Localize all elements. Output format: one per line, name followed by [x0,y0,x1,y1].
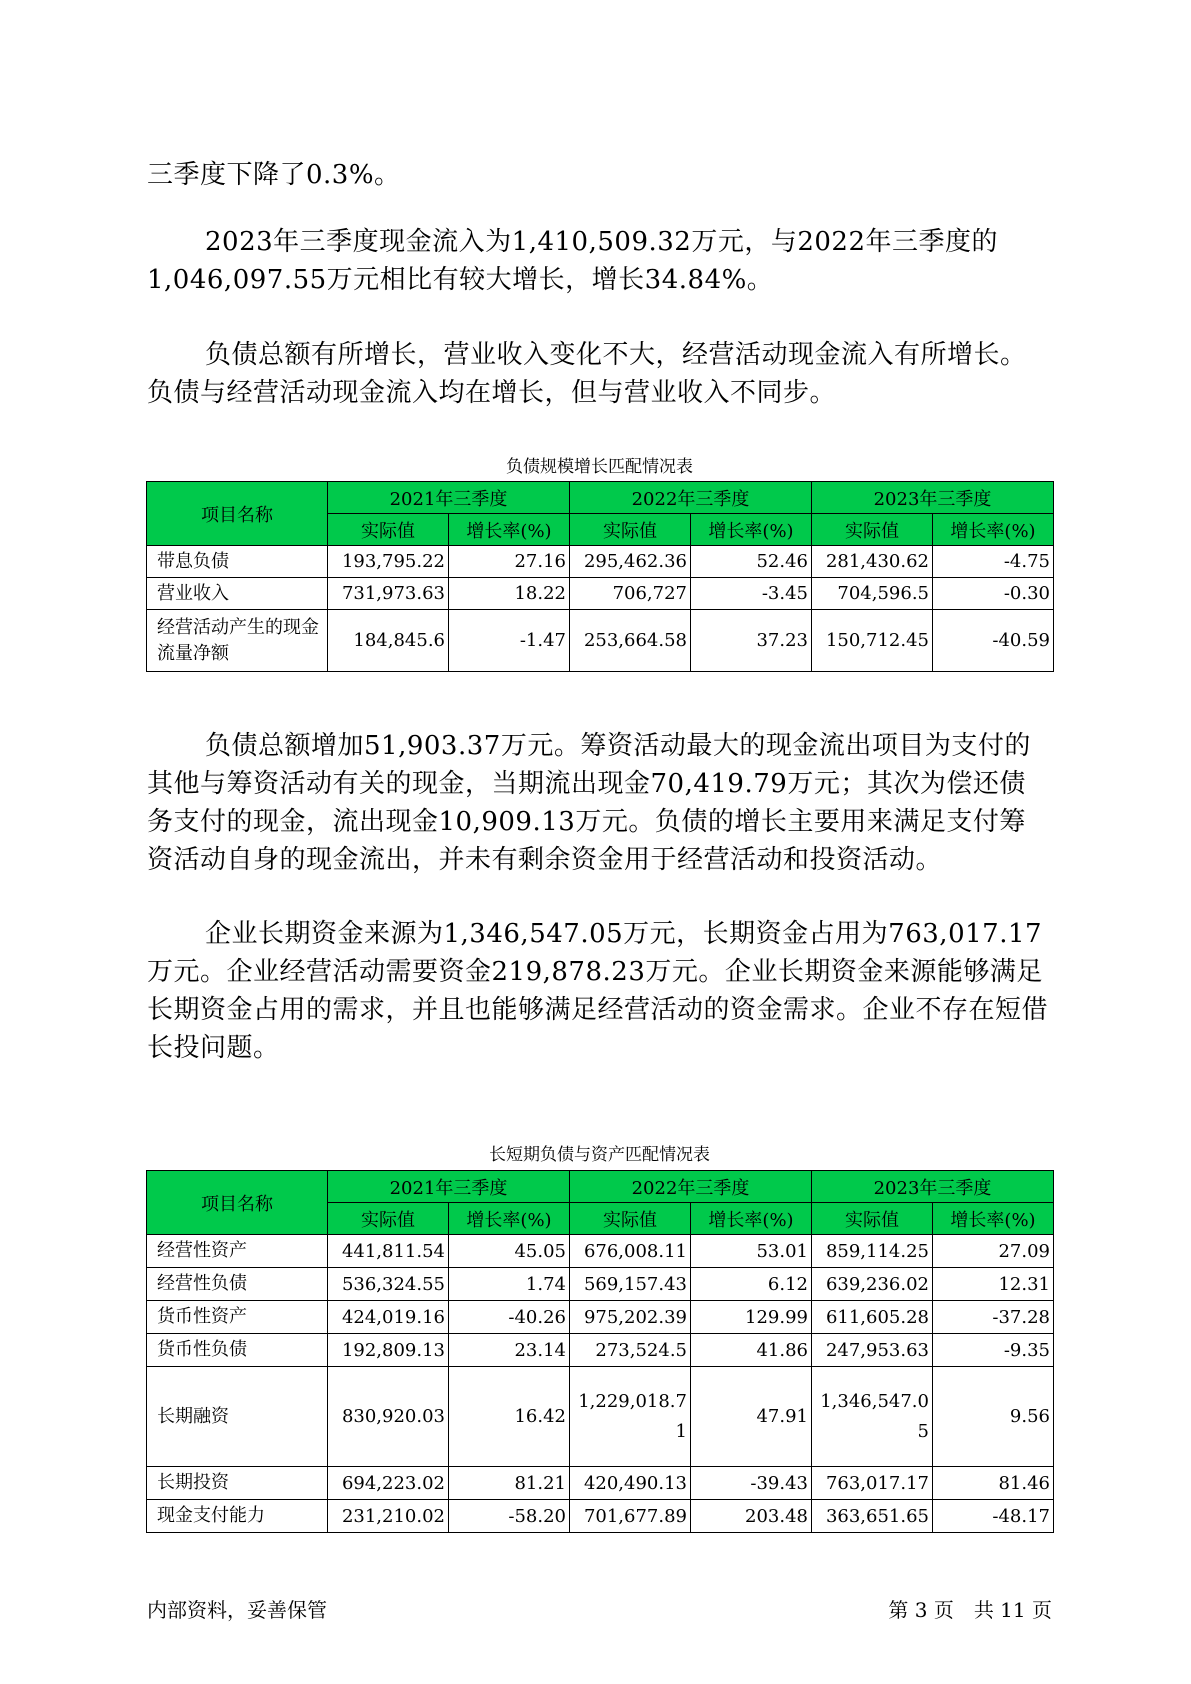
cell-value: 37.23 [691,610,812,672]
header-growth: 增长率(%) [691,1203,812,1235]
cell-value: 830,920.03 [328,1367,449,1467]
table-row [147,546,1054,578]
cell-value: 6.12 [691,1268,812,1301]
cell-value: 52.46 [691,546,812,578]
header-actual: 实际值 [812,1203,933,1235]
cell-value: 295,462.36 [570,546,691,578]
cell-value: 16.42 [449,1367,570,1467]
cell-value: 706,727 [570,578,691,610]
cell-value: 441,811.54 [328,1235,449,1268]
cell-value: -48.17 [933,1500,1054,1533]
row-label: 长期融资 [147,1367,328,1467]
cell-value: 27.09 [933,1235,1054,1268]
header-item-name: 项目名称 [147,1171,328,1235]
table-row [147,1334,1054,1367]
cell-value: -40.59 [933,610,1054,672]
cell-value: 731,973.63 [328,578,449,610]
cell-value: 859,114.25 [812,1235,933,1268]
cell-value: 247,953.63 [812,1334,933,1367]
cell-value: 81.21 [449,1467,570,1500]
row-label: 货币性负债 [147,1334,328,1367]
cell-value: 424,019.16 [328,1301,449,1334]
paragraph-5: 企业长期资金来源为1,346,547.05万元，长期资金占用为763,017.17万元。企业经营活动需要资金219,878.23万元。企业长期资金来源能够满足长期资金占用的需求，并且也能够满足经营活动的资金需求。企业不存在短借长投问题。 [147,919,1049,1063]
paragraph-1: 三季度下降了0.3%。 [147,160,401,190]
cell-value: 23.14 [449,1334,570,1367]
cell-value: -58.20 [449,1500,570,1533]
cell-value: 12.31 [933,1268,1054,1301]
header-growth: 增长率(%) [933,1203,1054,1235]
cell-value: 231,210.02 [328,1500,449,1533]
cell-value: 273,524.5 [570,1334,691,1367]
debt-asset-match-table [146,1170,1054,1533]
table-row [147,1500,1054,1533]
table2-caption: 长短期负债与资产匹配情况表 [489,1145,710,1165]
header-actual: 实际值 [570,514,691,546]
cell-value: 701,677.89 [570,1500,691,1533]
cell-value: 1,346,547.05 [812,1367,933,1467]
cell-value: 81.46 [933,1467,1054,1500]
cell-value: 192,809.13 [328,1334,449,1367]
row-label: 带息负债 [147,546,328,578]
cell-value: 694,223.02 [328,1467,449,1500]
table-row [147,1367,1054,1467]
header-actual: 实际值 [328,1203,449,1235]
cell-value: 129.99 [691,1301,812,1334]
table-row [147,1467,1054,1500]
cell-value: 536,324.55 [328,1268,449,1301]
cell-value: -1.47 [449,610,570,672]
cell-value: -39.43 [691,1467,812,1500]
cell-value: 53.01 [691,1235,812,1268]
paragraph-3: 负债总额有所增长，营业收入变化不大，经营活动现金流入有所增长。负债与经营活动现金流入均在增长，但与营业收入不同步。 [147,340,1027,408]
row-label: 经营性负债 [147,1268,328,1301]
header-item-name: 项目名称 [147,482,328,546]
header-actual: 实际值 [328,514,449,546]
row-label: 货币性资产 [147,1301,328,1334]
cell-value: 763,017.17 [812,1467,933,1500]
header-period-2021: 2021年三季度 [328,1171,570,1203]
table-row [147,610,1054,672]
cell-value: 184,845.6 [328,610,449,672]
cell-value: 363,651.65 [812,1500,933,1533]
cell-value: -4.75 [933,546,1054,578]
row-label: 营业收入 [147,578,328,610]
debt-growth-table [146,481,1054,672]
row-label: 经营活动产生的现金流量净额 [147,610,328,672]
cell-value: 253,664.58 [570,610,691,672]
paragraph-4: 负债总额增加51,903.37万元。筹资活动最大的现金流出项目为支付的其他与筹资活动有关的现金，当期流出现金70,419.79万元；其次为偿还债务支付的现金，流出现金10,909.13万元。负债的增长主要用来满足支付筹资活动自身的现金流出，并未有剩余资金用于经营活动和投资活动。 [147,731,1031,875]
cell-value: 203.48 [691,1500,812,1533]
header-period-2022: 2022年三季度 [570,1171,812,1203]
header-period-2021: 2021年三季度 [328,482,570,514]
row-label: 长期投资 [147,1467,328,1500]
table1-caption: 负债规模增长匹配情况表 [506,457,693,477]
cell-value: 45.05 [449,1235,570,1268]
footer-page-number: 第 3 页 共 11 页 [888,1598,1052,1622]
header-period-2023: 2023年三季度 [812,1171,1054,1203]
cell-value: 193,795.22 [328,546,449,578]
cell-value: -0.30 [933,578,1054,610]
row-label: 现金支付能力 [147,1500,328,1533]
cell-value: 41.86 [691,1334,812,1367]
table-row [147,578,1054,610]
header-period-2023: 2023年三季度 [812,482,1054,514]
cell-value: 611,605.28 [812,1301,933,1334]
header-growth: 增长率(%) [449,1203,570,1235]
cell-value: -37.28 [933,1301,1054,1334]
cell-value: -9.35 [933,1334,1054,1367]
header-actual: 实际值 [812,514,933,546]
cell-value: -40.26 [449,1301,570,1334]
cell-value: 975,202.39 [570,1301,691,1334]
cell-value: 1.74 [449,1268,570,1301]
header-growth: 增长率(%) [933,514,1054,546]
cell-value: 1,229,018.71 [570,1367,691,1467]
row-label: 经营性资产 [147,1235,328,1268]
cell-value: 676,008.11 [570,1235,691,1268]
cell-value: 150,712.45 [812,610,933,672]
header-growth: 增长率(%) [691,514,812,546]
cell-value: 704,596.5 [812,578,933,610]
cell-value: 9.56 [933,1367,1054,1467]
cell-value: 420,490.13 [570,1467,691,1500]
header-period-2022: 2022年三季度 [570,482,812,514]
header-growth: 增长率(%) [449,514,570,546]
cell-value: 27.16 [449,546,570,578]
table-row [147,1301,1054,1334]
table-row [147,1235,1054,1268]
header-actual: 实际值 [570,1203,691,1235]
footer-confidential-note: 内部资料，妥善保管 [147,1598,327,1622]
cell-value: 47.91 [691,1367,812,1467]
paragraph-2: 2023年三季度现金流入为1,410,509.32万元，与2022年三季度的1,046,097.55万元相比有较大增长，增长34.84%。 [147,227,999,295]
cell-value: -3.45 [691,578,812,610]
cell-value: 569,157.43 [570,1268,691,1301]
cell-value: 639,236.02 [812,1268,933,1301]
cell-value: 281,430.62 [812,546,933,578]
cell-value: 18.22 [449,578,570,610]
table-row [147,1268,1054,1301]
